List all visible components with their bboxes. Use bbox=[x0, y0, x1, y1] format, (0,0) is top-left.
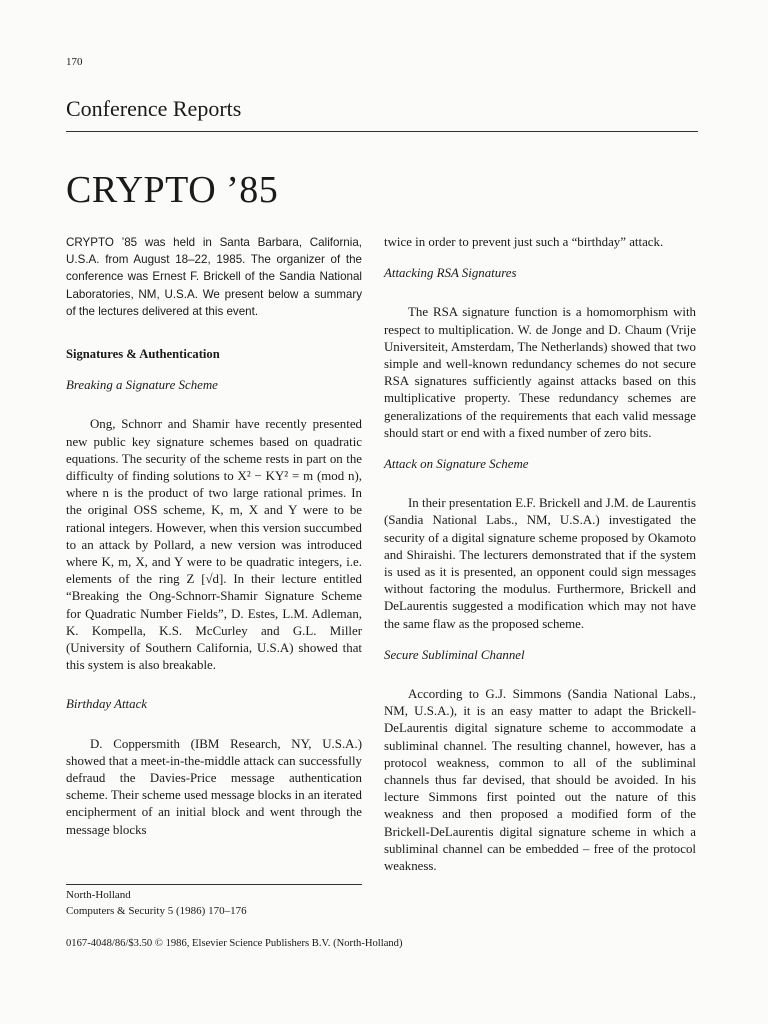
journal-citation: Computers & Security 5 (1986) 170–176 bbox=[66, 905, 247, 917]
copyright-line: 0167-4048/86/$3.50 © 1986, Elsevier Science Publishers B.V. (North-Holland) bbox=[66, 938, 403, 949]
section-signatures-heading: Signatures & Authentication bbox=[66, 347, 220, 362]
right-column bbox=[384, 234, 696, 875]
breaking-scheme-paragraph: Ong, Schnorr and Shamir have recently presented new public key signature schemes based on quadratic equations. The security of the scheme rests in part on the difficulty of finding solutions to X² − KY² = m (mod n), where n is the product of two large rational primes. In the original OSS scheme, K, m, X and Y were to be rational integers. However, when this version succumbed to an attack by Pollard, a new version was introduced where K, m, X, and Y were to be quadratic integers, i.e. elements of the ring Z [√d]. In their lecture entitled “Breaking the Ong-Schnorr-Shamir Signature Scheme for Quadratic Number Fields”, D. Estes, L.M. Adleman, K. Kompella, K.S. McCurley and G.L. Miller (University of Southern California, U.S.A) showed that this system is also breakable. bbox=[66, 417, 362, 673]
attack-scheme-paragraph: In their presentation E.F. Brickell and J.M. de Laurentis (Sandia National Labs., NM, U.S.A.) investigated the security of a digital signature scheme proposed by Okamoto and Shiraishi. The lecturers demonstrated that if the system is used as it is presented, an opponent could sign messages without factoring the modulus. Furthermore, Brickell and DeLaurentis suggested a modification which may not have the same flaw as the proposed scheme. bbox=[384, 496, 696, 631]
attack-scheme-heading: Attack on Signature Scheme bbox=[384, 457, 529, 472]
rsa-signatures-paragraph: The RSA signature function is a homomorphism with respect to multiplication. W. de Jonge and D. Chaum (Vrije Universiteit, Amsterdam, The Netherlands) showed that two simple and well-known redundancy schemes do not secure RSA signatures sufficiently against attacks based on this multiplicative property. These redundancy schemes are generalizations of the requirements that each valid message should start or end with a fixed number of zero bits. bbox=[384, 305, 696, 440]
birthday-attack-paragraph: D. Coppersmith (IBM Research, NY, U.S.A.) showed that a meet-in-the-middle attack can successfully defraud the Davies-Price message authentication scheme. Their scheme used message blocks in an iterated encipherment of an initial block and went through the message blocks bbox=[66, 736, 362, 837]
section-heading: Conference Reports bbox=[66, 96, 242, 121]
rsa-signatures-heading: Attacking RSA Signatures bbox=[384, 266, 517, 281]
header-divider bbox=[66, 131, 698, 132]
intro-paragraph: CRYPTO ’85 was held in Santa Barbara, California, U.S.A. from August 18–22, 1985. The organizer of the conference was Ernest F. Brickell of the Sandia National Laboratories, NM, U.S.A. We present below a summary of the lectures delivered at this event. bbox=[66, 236, 362, 318]
article-title: CRYPTO ’85 bbox=[66, 169, 279, 211]
subliminal-channel-heading: Secure Subliminal Channel bbox=[384, 647, 525, 662]
birthday-attack-heading: Birthday Attack bbox=[66, 697, 148, 712]
subliminal-channel-paragraph: According to G.J. Simmons (Sandia National Labs., NM, U.S.A.), it is an easy matter to adapt the Brickell-DeLaurentis digital signature scheme to accommodate a subliminal channel. The resulting channel, however, has a protocol weakness, common to all of the subliminal channels thus far devised, that should be avoided. In his lecture Simmons first pointed out the nature of this weakness and then proposed a modified form of the Brickell-DeLaurentis digital signature scheme in which a subliminal channel can be embedded – free of the protocol weakness. bbox=[384, 687, 696, 874]
birthday-attack-continuation: twice in order to prevent just such a “birthday” attack. bbox=[384, 235, 664, 249]
publisher-name: North-Holland bbox=[66, 889, 131, 901]
breaking-scheme-heading: Breaking a Signature Scheme bbox=[66, 378, 218, 393]
footer-divider bbox=[66, 884, 362, 885]
left-column bbox=[66, 234, 362, 839]
page-number: 170 bbox=[66, 56, 83, 68]
